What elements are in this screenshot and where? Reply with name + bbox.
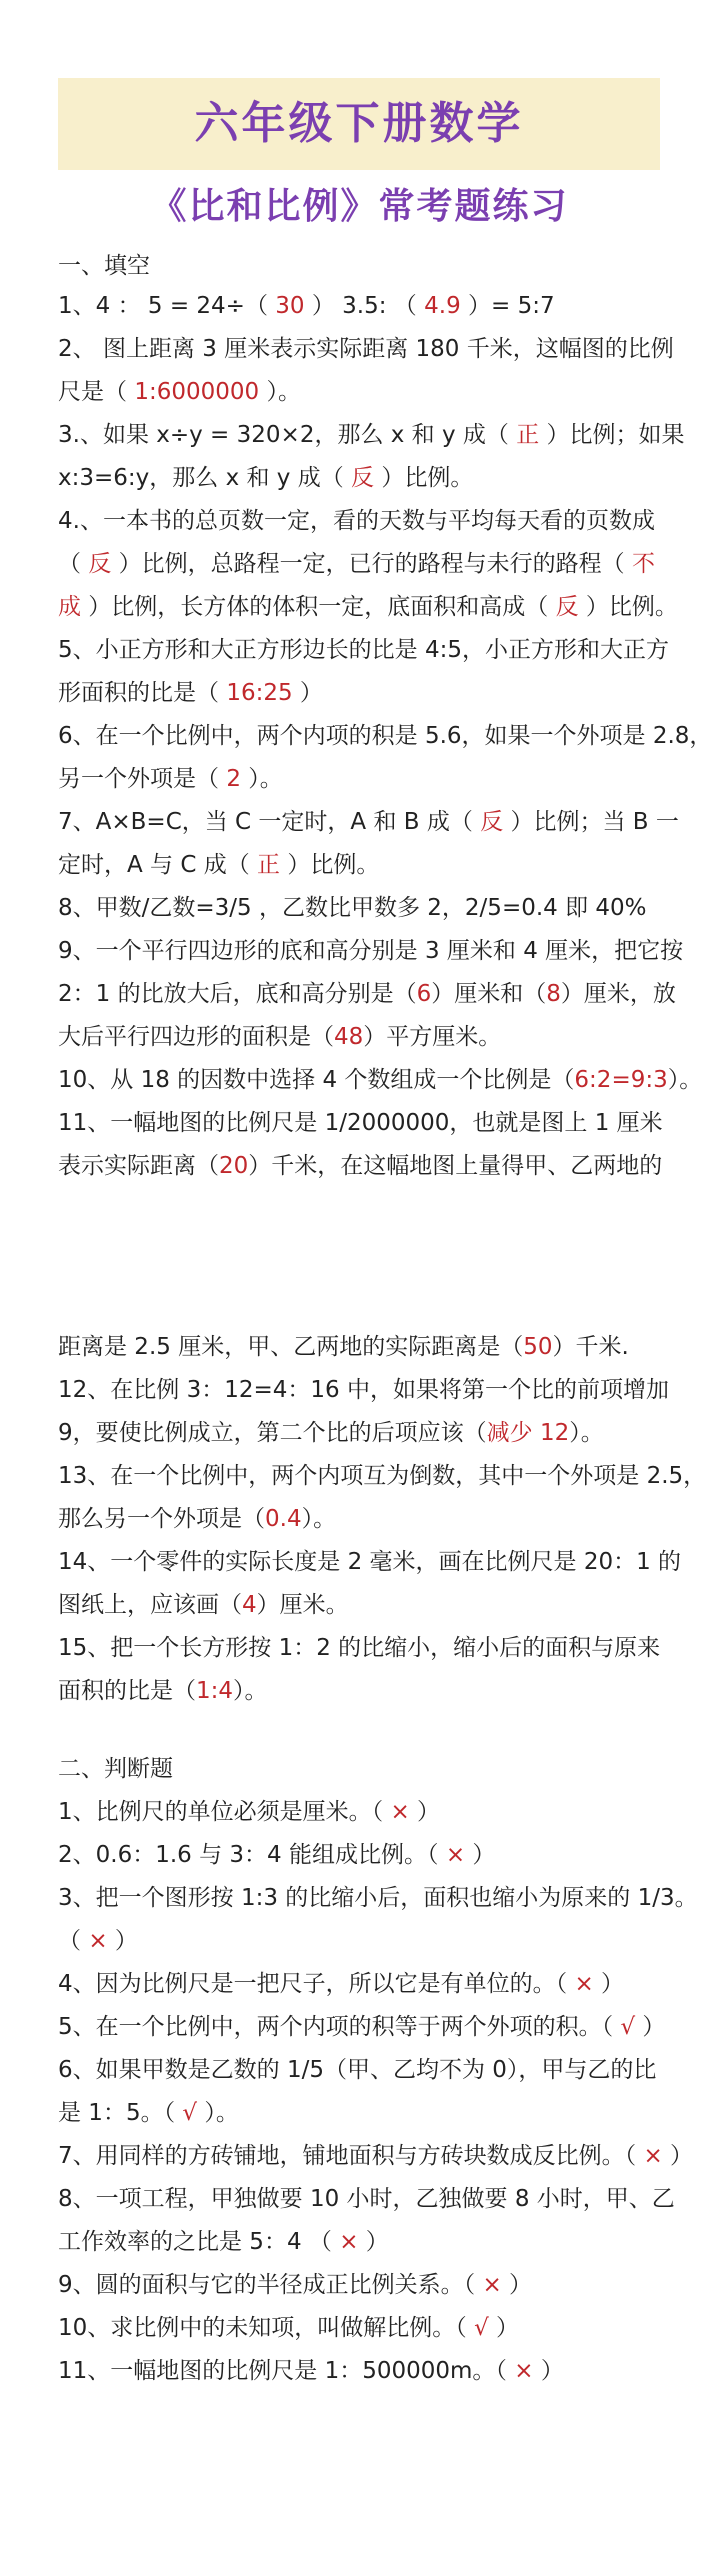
text-line [58, 1505, 678, 1533]
question-text: 15、把一个长方形按 1：2 的比缩小，缩小后的面积与原来 [58, 1635, 661, 1661]
text-line [58, 1634, 678, 1662]
answer-text: × [390, 1799, 410, 1825]
text-line [58, 894, 678, 922]
question-text: ） [292, 680, 323, 706]
text-line [58, 2142, 694, 2170]
answer-text: 减少 12 [486, 1420, 570, 1446]
question-text: 2、 图上距离 3 厘米表示实际距离 180 千米，这幅图的比例 [58, 336, 674, 362]
page-title: 六年级下册数学 [194, 98, 524, 149]
question-text: 11、一幅地图的比例尺是 1/2000000，也就是图上 1 厘米 [58, 1110, 663, 1136]
text-line [58, 1548, 682, 1576]
answer-text: 6 [416, 981, 432, 1007]
question-text: 图纸上，应该画（ [58, 1592, 242, 1618]
text-line [58, 464, 678, 492]
question-text: ）比例，长方体的体积一定，底面积和高成（ [81, 594, 556, 620]
text-line [58, 1798, 678, 1826]
answer-text: √ [182, 2100, 198, 2126]
question-text: 工作效率的之比是 5：4 （ [58, 2229, 340, 2255]
question-text: 3、把一个图形按 1:3 的比缩小后，面积也缩小为原来的 1/3。 [58, 1885, 698, 1911]
question-text: 一、填空 [58, 253, 150, 279]
text-line [58, 335, 678, 363]
text-line [58, 2357, 678, 2385]
answer-text: × [514, 2358, 534, 2384]
answer-text: 0.4 [265, 1506, 302, 1532]
answer-text: √ [620, 2014, 636, 2040]
question-text: 1、4 ： 5 = 24÷（ [58, 293, 276, 319]
question-text: 10、从 18 的因数中选择 4 个数组成一个比例是（ [58, 1067, 575, 1093]
question-text: 2：1 的比放大后，底和高分别是（ [58, 981, 417, 1007]
question-text: ）厘米和（ [431, 981, 547, 1007]
question-text: ） [488, 2315, 520, 2341]
text-line [58, 1755, 678, 1783]
question-text: 另一个外项是（ [58, 766, 227, 792]
text-line [58, 1152, 678, 1180]
text-line [58, 252, 678, 280]
answer-text: × [643, 2143, 663, 2169]
text-line [58, 2185, 678, 2213]
text-line [58, 2013, 678, 2041]
question-text: ）。 [240, 766, 283, 792]
question-text: 2、0.6：1.6 与 3：4 能组成比例。（ [58, 1842, 446, 1868]
text-line [58, 1333, 678, 1361]
question-text: ） [107, 1928, 138, 1954]
question-text: ）厘米。 [256, 1592, 349, 1618]
question-text: 定时，A 与 C 成（ [58, 852, 258, 878]
question-text: （ [58, 551, 89, 577]
question-text: ） [662, 2143, 694, 2169]
question-text: 1、比例尺的单位必须是厘米。（ [58, 1799, 391, 1825]
answer-text: 反 [555, 594, 579, 620]
text-line [58, 1591, 678, 1619]
question-text: ）。 [301, 1506, 337, 1532]
text-line [58, 1109, 678, 1137]
question-text: 9、圆的面积与它的半径成正比例关系。（ [58, 2272, 483, 2298]
question-text: ）厘米，放 [560, 981, 676, 1007]
text-line [58, 1462, 707, 1490]
question-text: （ [58, 1928, 89, 1954]
text-line [58, 507, 678, 535]
answer-text: 4 [242, 1592, 257, 1618]
text-line [58, 937, 684, 965]
question-text: 6、如果甲数是乙数的 1/5（甲、乙均不为 0），甲与乙的比 [58, 2057, 657, 2083]
question-text: 尺是（ [58, 379, 135, 405]
text-line [58, 292, 678, 320]
question-text: ） [465, 1842, 496, 1868]
question-text: 7、用同样的方砖铺地，铺地面积与方砖块数成反比例。（ [58, 2143, 644, 2169]
answer-text: × [445, 1842, 466, 1868]
question-text: ） 3.5: （ [304, 293, 425, 319]
text-line [58, 593, 678, 621]
text-line [58, 2056, 678, 2084]
question-text: 4.、一本书的总页数一定，看的天数与平均每天看的页数成 [58, 508, 655, 534]
text-line [58, 550, 678, 578]
question-text: ）。 [197, 2100, 239, 2126]
text-line [58, 679, 678, 707]
question-text: ） [501, 2272, 533, 2298]
question-text: ）比例。 [374, 465, 474, 491]
text-line [58, 636, 678, 664]
question-text: 表示实际距离（ [58, 1153, 219, 1179]
question-text: ）千米. [552, 1334, 629, 1360]
question-text: ） [533, 2358, 564, 2384]
text-line [58, 765, 678, 793]
text-line [58, 1970, 678, 1998]
question-text: ）。 [569, 1420, 604, 1446]
text-line [58, 1376, 678, 1404]
question-text: 9、一个平行四边形的底和高分别是 3 厘米和 4 厘米，把它按 [58, 938, 684, 964]
question-text: 9，要使比例成立，第二个比的后项应该（ [58, 1420, 487, 1446]
question-text: ） [358, 2229, 389, 2255]
text-line [58, 1023, 678, 1051]
question-text: 6、在一个比例中，两个内项的积是 5.6，如果一个外项是 2.8， [58, 723, 713, 749]
question-text: 4、因为比例尺是一把尺子，所以它是有单位的。（ [58, 1971, 575, 1997]
question-text: 11、一幅地图的比例尺是 1：500000m。（ [58, 2358, 515, 2384]
question-text: ）。 [259, 379, 301, 405]
answer-text: 反 [88, 551, 112, 577]
question-text: 3.、如果 x÷y = 320×2，那么 x 和 y 成（ [58, 422, 517, 448]
answer-text: 50 [523, 1334, 553, 1360]
answer-text: × [574, 1971, 594, 1997]
text-line [58, 1841, 678, 1869]
text-line [58, 1677, 678, 1705]
text-line [58, 722, 713, 750]
text-line [58, 808, 678, 836]
text-line [58, 378, 678, 406]
question-text: 形面积的比是（ [58, 680, 227, 706]
text-line [58, 1927, 678, 1955]
text-line [58, 2228, 678, 2256]
question-text: ）千米，在这幅地图上量得甲、乙两地的 [248, 1153, 663, 1179]
question-text: 7、A×B=C，当 C 一定时，A 和 B 成（ [58, 809, 481, 835]
question-text: ）= 5:7 [460, 293, 555, 319]
text-line [58, 2314, 678, 2342]
answer-text: 1:4 [196, 1678, 234, 1704]
question-text: ） [409, 1799, 441, 1825]
answer-text: 不 [631, 551, 655, 577]
answer-text: × [482, 2272, 502, 2298]
answer-text: 正 [516, 422, 540, 448]
text-line [58, 851, 678, 879]
question-text: 12、在比例 3：12=4：16 中，如果将第一个比的前项增加 [58, 1377, 669, 1403]
question-text: 那么另一个外项是（ [58, 1506, 265, 1532]
answer-text: 反 [480, 809, 504, 835]
answer-text: 2 [226, 766, 241, 792]
question-text: 8、甲数/乙数=3/5 ，乙数比甲数多 2，2/5=0.4 即 40% [58, 895, 647, 921]
question-text: ） [635, 2014, 666, 2040]
answer-text: 6:2=9:3 [574, 1067, 668, 1093]
text-line [58, 1884, 698, 1912]
text-line [58, 2271, 678, 2299]
text-line [58, 980, 678, 1008]
answer-text: × [88, 1928, 108, 1954]
question-text: 二、判断题 [58, 1756, 173, 1782]
question-text: ）。 [667, 1067, 703, 1093]
page-subtitle: 《比和比例》常考题练习 [150, 186, 569, 227]
text-line [58, 1419, 678, 1447]
answer-text: 成 [58, 594, 81, 620]
question-text: ）比例。 [280, 852, 380, 878]
question-text: 10、求比例中的未知项，叫做解比例。（ [58, 2315, 475, 2341]
answer-text: 48 [334, 1024, 364, 1050]
question-text: ）比例；当 B 一 [503, 809, 679, 835]
answer-text: 16:25 [226, 680, 293, 706]
question-text: 是 1：5。（ [58, 2100, 183, 2126]
question-text: ）平方厘米。 [363, 1024, 502, 1050]
question-text: 大后平行四边形的面积是（ [58, 1024, 334, 1050]
answer-text: √ [474, 2315, 489, 2341]
question-text: 面积的比是（ [58, 1678, 196, 1704]
question-text: ）比例；如果 [539, 422, 685, 448]
question-text: 5、在一个比例中，两个内项的积等于两个外项的积。（ [58, 2014, 621, 2040]
answer-text: 20 [219, 1153, 249, 1179]
question-text: 5、小正方形和大正方形边长的比是 4:5，小正方形和大正方 [58, 637, 669, 663]
question-text: 14、一个零件的实际长度是 2 毫米，画在比例尺是 20：1 的 [58, 1549, 682, 1575]
question-text: ） [593, 1971, 625, 1997]
text-line [58, 1066, 703, 1094]
answer-text: 30 [275, 293, 305, 319]
question-text: x:3=6:y，那么 x 和 y 成（ [58, 465, 352, 491]
question-text: 13、在一个比例中，两个内项互为倒数，其中一个外项是 2.5， [58, 1463, 707, 1489]
question-text: ）。 [233, 1678, 268, 1704]
answer-text: 正 [257, 852, 281, 878]
text-line [58, 2099, 678, 2127]
question-text: 8、一项工程，甲独做要 10 小时，乙独做要 8 小时，甲、乙 [58, 2186, 675, 2212]
answer-text: 1:6000000 [134, 379, 260, 405]
answer-text: 反 [351, 465, 375, 491]
title-banner [58, 78, 660, 170]
text-line [58, 421, 685, 449]
answer-text: 8 [546, 981, 561, 1007]
answer-text: 4.9 [424, 293, 461, 319]
answer-text: × [339, 2229, 359, 2255]
question-text: 距离是 2.5 厘米，甲、乙两地的实际距离是（ [58, 1334, 524, 1360]
question-text: ）比例。 [578, 594, 678, 620]
question-text: ）比例，总路程一定，已行的路程与未行的路程（ [111, 551, 632, 577]
